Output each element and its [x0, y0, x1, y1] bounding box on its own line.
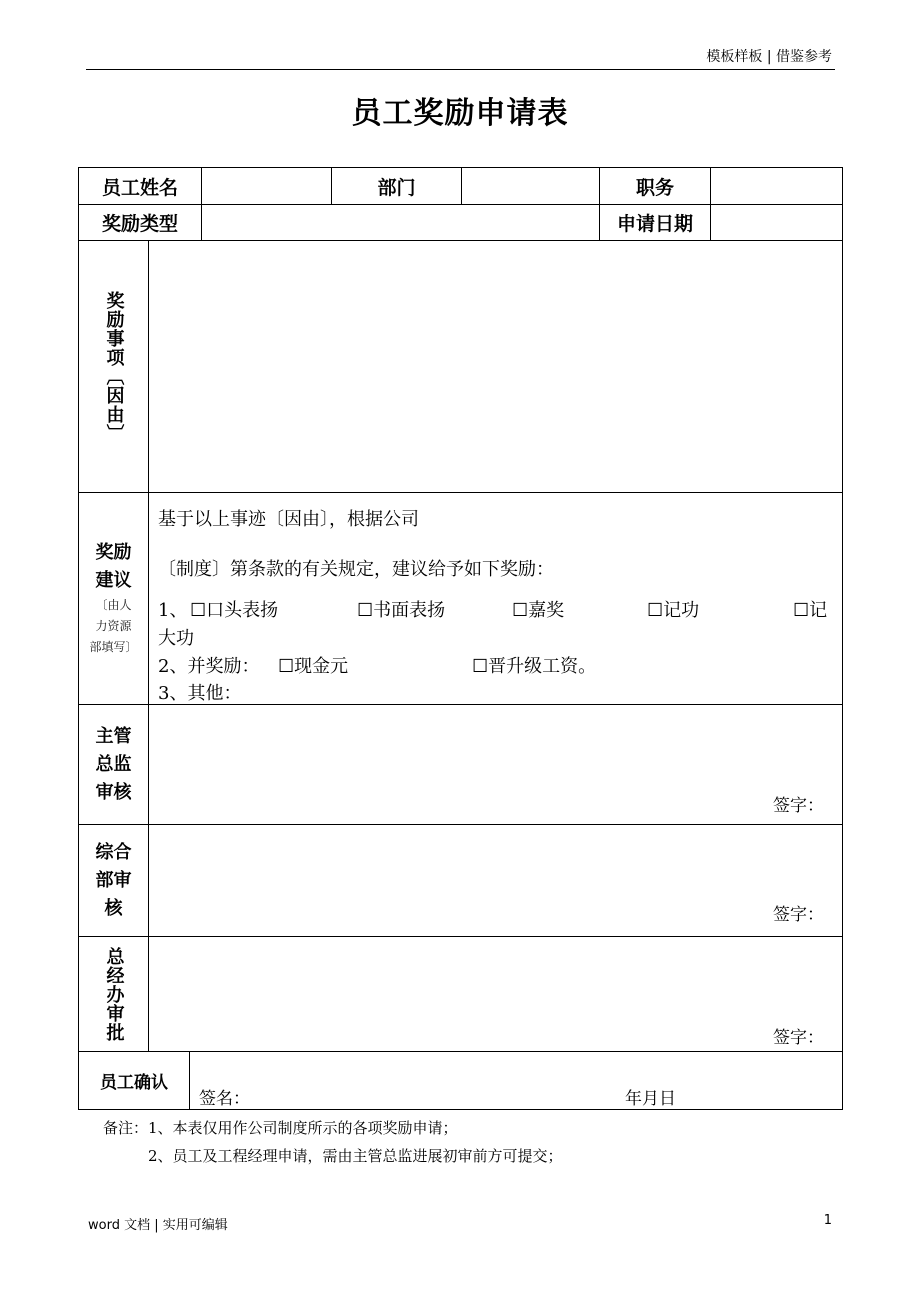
supervisor-label-1: 主管 — [95, 725, 132, 747]
note-line2: 2、员工及工程经理申请，需由主管总监进展初审前方可提交； — [148, 1147, 563, 1165]
suggestion-label-line2: 建议 — [95, 570, 132, 591]
reward-reason-field[interactable] — [148, 240, 843, 493]
reward-type-field[interactable] — [201, 204, 600, 241]
reward-type-label: 奖励类型 — [78, 204, 202, 241]
page-number: 1 — [823, 1213, 832, 1228]
page-title: 员工奖励申请表 — [351, 96, 569, 131]
header-divider — [86, 69, 835, 70]
suggestion-note-2: 力资源 — [95, 619, 132, 633]
gm-office-label-cell — [78, 936, 149, 1052]
item1-prefix: 1、 — [158, 600, 188, 621]
gm-approval-field[interactable] — [148, 936, 843, 1052]
option-cash[interactable]: ☐现金元 — [278, 656, 349, 677]
suggestion-content — [148, 492, 843, 705]
department-label: 部门 — [331, 167, 462, 205]
suggestion-line1: 基于以上事迹〔因由〕，根据公司 — [158, 509, 419, 530]
option-commendation[interactable]: ☐嘉奖 — [512, 600, 565, 621]
option-written-praise[interactable]: ☐书面表扬 — [357, 600, 446, 621]
gm-sign-label: 签字： — [773, 1028, 824, 1048]
department-field[interactable] — [461, 167, 600, 205]
apply-date-label: 申请日期 — [599, 204, 711, 241]
supervisor-label-2: 总监 — [95, 753, 132, 775]
header-text: 模板样板 | 借鉴参考 — [706, 49, 832, 65]
option-merit[interactable]: ☐记功 — [647, 600, 700, 621]
option-salary-promotion[interactable]: ☐晋升级工资。 — [472, 656, 597, 677]
supervisor-label-cell — [78, 704, 149, 825]
reward-reason-label: 奖励事项〔因由〕 — [103, 290, 125, 443]
general-dept-review-field[interactable] — [148, 824, 843, 937]
gm-office-label: 总经办审批 — [103, 946, 125, 1042]
option-oral-praise[interactable]: ☐口头表扬 — [190, 600, 279, 621]
suggestion-label-line1: 奖励 — [95, 542, 132, 563]
supervisor-label-3: 审核 — [95, 781, 132, 803]
item3-other: 3、其他： — [158, 683, 242, 704]
position-field[interactable] — [710, 167, 843, 205]
supervisor-review-field[interactable] — [148, 704, 843, 825]
option-major-merit-wrap: 大功 — [158, 628, 194, 649]
confirm-label: 员工确认 — [78, 1051, 190, 1110]
footer-text: word 文档 | 实用可编辑 — [88, 1218, 228, 1233]
apply-date-field[interactable] — [710, 204, 843, 241]
employee-name-label: 员工姓名 — [78, 167, 202, 205]
confirm-sign-label: 签名： — [199, 1089, 250, 1109]
suggestion-label-cell — [78, 492, 149, 705]
general-dept-label-cell — [78, 824, 149, 937]
employee-name-field[interactable] — [201, 167, 332, 205]
reward-reason-label-cell — [78, 240, 149, 493]
supervisor-sign-label: 签字： — [773, 796, 824, 816]
suggestion-line2: 〔制度〕第条款的有关规定，建议给予如下奖励： — [158, 559, 554, 580]
position-label: 职务 — [599, 167, 711, 205]
general-dept-label-2: 部审 — [95, 869, 132, 891]
suggestion-note-3: 部填写〕 — [89, 640, 138, 654]
confirm-field[interactable] — [189, 1051, 843, 1110]
general-dept-sign-label: 签字： — [773, 905, 824, 925]
note-line1: 备注：1、本表仅用作公司制度所示的各项奖励申请； — [103, 1119, 458, 1137]
option-major-merit[interactable]: ☐记 — [793, 600, 828, 621]
confirm-date-label: 年月日 — [625, 1089, 676, 1109]
general-dept-label-1: 综合 — [95, 841, 132, 863]
item2-prefix: 2、并奖励： — [158, 656, 260, 677]
reward-application-form — [78, 167, 843, 1110]
suggestion-note-1: 〔由人 — [95, 598, 132, 612]
general-dept-label-3: 核 — [104, 897, 123, 919]
